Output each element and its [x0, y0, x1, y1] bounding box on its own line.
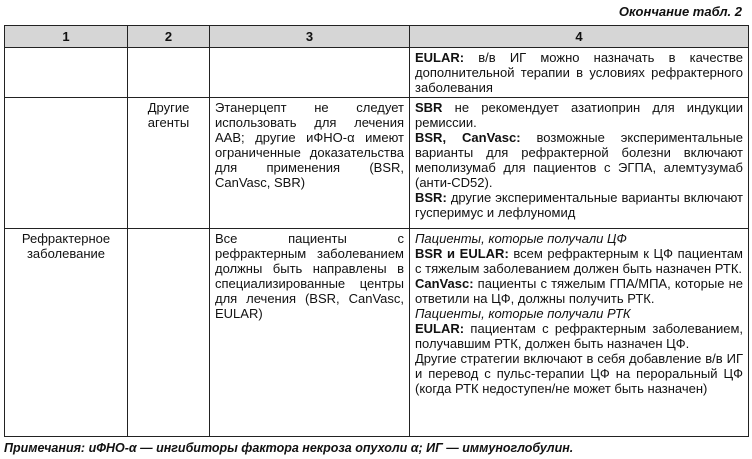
source-label: BSR:: [415, 190, 447, 205]
table-header-row: [5, 26, 749, 48]
source-label: EULAR:: [415, 50, 465, 65]
table-cell: [128, 48, 210, 98]
table-cell: [410, 48, 749, 98]
column-header-2: 2: [128, 26, 210, 48]
table-row: [5, 229, 749, 437]
column-header-1: 1: [5, 26, 128, 48]
recommendation-paragraph: [415, 190, 743, 220]
recommendation-paragraph: [415, 246, 743, 276]
table-cell: [210, 48, 410, 98]
recommendation-paragraph: [415, 276, 743, 306]
source-label: SBR: [415, 100, 443, 115]
table-cell: [210, 98, 410, 229]
table-row: [5, 98, 749, 229]
table-cell: [128, 98, 210, 229]
recommendation-text: другие экспериментальные варианты включают гусперимус и лефлуномид: [415, 190, 743, 220]
table-cell: [410, 229, 749, 437]
table-cell: [128, 229, 210, 437]
subgroup-heading: Пациенты, которые получали РТК: [415, 306, 631, 321]
recommendation-text: пациентам с рефрактерным заболеванием, получавшим РТК, должен быть назначен ЦФ.: [415, 321, 743, 351]
recommendation-paragraph: [415, 130, 743, 190]
recommendation-paragraph: [415, 321, 743, 351]
recommendation-text: всем рефрактерным к ЦФ пациентам с тяжелым заболеванием должен быть назначен РТК.: [415, 246, 743, 276]
table-cell: [5, 229, 128, 437]
table-cell: [5, 98, 128, 229]
column-header-4: 4: [410, 26, 749, 48]
source-label: BSR и EULAR:: [415, 246, 509, 261]
table-caption: Окончание табл. 2: [618, 4, 742, 19]
recommendation-text: возможные экспериментальные варианты для рефрактерной болезни включают меполизумаб для пациентов с ЭГПА, алемтузумаб (анти-CD52).: [415, 130, 743, 190]
recommendation-text: Этанерцепт не следует использовать для лечения ААВ; другие иФНО-α имеют ограниченные доказательства для применения (BSR, CanVasc, SBR): [215, 100, 404, 190]
table-cell: [5, 48, 128, 98]
table-cell: [410, 98, 749, 229]
recommendation-paragraph: [415, 100, 743, 130]
source-label: BSR, CanVasc:: [415, 130, 521, 145]
agent-label: Другие агенты: [147, 100, 190, 130]
subgroup-heading: Пациенты, которые получали ЦФ: [415, 231, 627, 246]
recommendation-text: в/в ИГ можно назначать в качестве дополнительной терапии в условиях рефрактерного заболевания: [415, 50, 743, 95]
source-label: CanVasc:: [415, 276, 474, 291]
table-footnote: Примечания: иФНО-α — ингибиторы фактора некроза опухоли α; ИГ — иммуноглобулин.: [4, 441, 574, 455]
column-header-3: 3: [210, 26, 410, 48]
recommendation-paragraph: Другие стратегии включают в себя добавление в/в ИГ и перевод с пульс-терапии ЦФ на пероральный ЦФ (когда РТК недоступен/не может быть назначен): [415, 351, 743, 396]
condition-label: Рефрактерное заболевание: [21, 231, 111, 261]
table-row: [5, 48, 749, 98]
recommendations-table: [4, 25, 749, 437]
recommendation-text: не рекомендует азатиоприн для индукции ремиссии.: [415, 100, 743, 130]
recommendation-text: Все пациенты с рефрактерным заболеванием должны быть направлены в специализированные центры для лечения (BSR, CanVasc, EULAR): [215, 231, 404, 321]
table-cell: [210, 229, 410, 437]
source-label: EULAR:: [415, 321, 465, 336]
recommendation-text: пациенты с тяжелым ГПА/МПА, которые не ответили на ЦФ, должны получить РТК.: [415, 276, 743, 306]
